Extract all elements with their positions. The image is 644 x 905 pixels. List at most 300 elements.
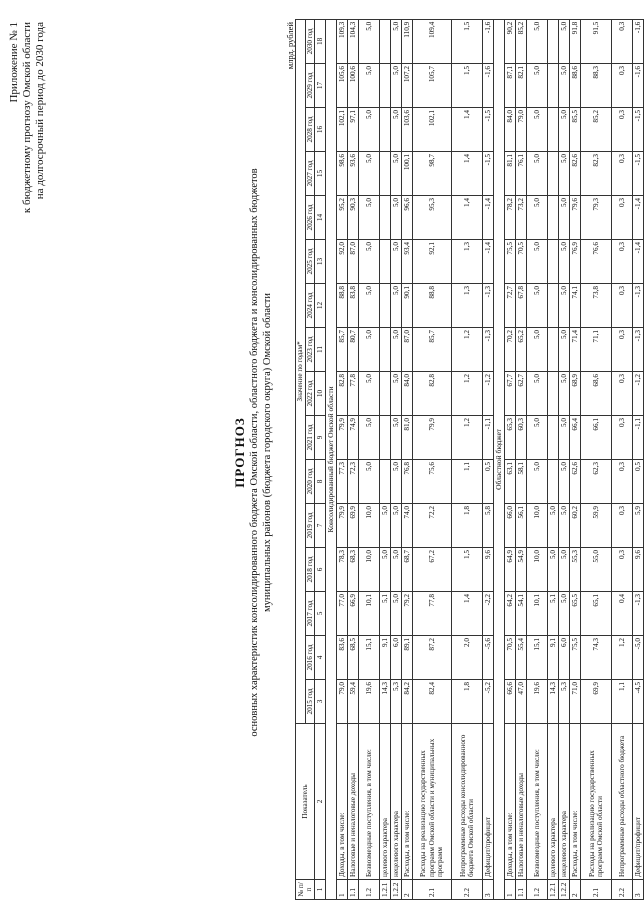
value-cell: 0,3 — [612, 460, 633, 504]
appendix-line-1: Приложение № 1 — [8, 22, 20, 103]
value-cell: 5,0 — [527, 196, 548, 240]
row-number: 2.2 — [612, 880, 633, 900]
header-year: 2029 год — [305, 64, 315, 108]
value-cell: 6,0 — [559, 636, 570, 680]
value-cell: 5,0 — [559, 196, 570, 240]
value-cell: 66,6 — [505, 680, 516, 724]
value-cell: 5,0 — [559, 504, 570, 548]
value-cell: 67,8 — [516, 284, 527, 328]
value-cell: 83,8 — [348, 284, 359, 328]
header-values-by-year: Значение по годам* — [296, 19, 306, 723]
value-cell: 78,3 — [337, 548, 348, 592]
column-number: 2 — [315, 724, 326, 880]
header-year: 2022 год — [305, 372, 315, 416]
value-cell: 79,9 — [413, 416, 452, 460]
value-cell: 5,0 — [559, 19, 570, 63]
header-year: 2026 год — [305, 196, 315, 240]
value-cell: -1,3 — [483, 328, 494, 372]
value-cell: 5,0 — [559, 108, 570, 152]
value-cell: 10,1 — [527, 592, 548, 636]
value-cell: 72,3 — [348, 460, 359, 504]
value-cell: 84,0 — [505, 108, 516, 152]
value-cell: 0,4 — [612, 592, 633, 636]
value-cell: 5,0 — [380, 504, 391, 548]
table-row — [527, 19, 548, 899]
value-cell: 88,8 — [337, 284, 348, 328]
row-number: 2 — [402, 880, 413, 900]
value-cell: 5,0 — [391, 108, 402, 152]
value-cell: 60,3 — [516, 416, 527, 460]
row-number: 1.2.1 — [548, 880, 559, 900]
value-cell: 5,0 — [559, 328, 570, 372]
header-year: 2015 год — [305, 680, 315, 724]
column-number: 10 — [315, 372, 326, 416]
value-cell: 79,2 — [402, 592, 413, 636]
value-cell: 5,0 — [359, 328, 380, 372]
value-cell: -1,4 — [483, 196, 494, 240]
row-number: 1.2 — [527, 880, 548, 900]
value-cell: 5,0 — [391, 416, 402, 460]
value-cell: 105,7 — [413, 64, 452, 108]
value-cell: 5,0 — [391, 284, 402, 328]
value-cell: 66,9 — [348, 592, 359, 636]
value-cell: 79,0 — [516, 108, 527, 152]
header-year: 2019 год — [305, 504, 315, 548]
value-cell: 88,3 — [581, 64, 612, 108]
value-cell: -1,5 — [483, 108, 494, 152]
value-cell: 1,5 — [452, 19, 483, 63]
value-cell: 90,1 — [402, 284, 413, 328]
table-row — [483, 19, 494, 899]
value-cell: 105,6 — [337, 64, 348, 108]
row-indicator: Налоговые и неналоговые доходы — [348, 724, 359, 880]
value-cell: 82,8 — [337, 372, 348, 416]
value-cell — [380, 64, 391, 108]
value-cell: -1,4 — [633, 196, 644, 240]
value-cell: 62,3 — [581, 460, 612, 504]
value-cell: 0,3 — [612, 19, 633, 63]
value-cell: 65,1 — [581, 592, 612, 636]
value-cell: -1,3 — [633, 328, 644, 372]
value-cell: 67,7 — [505, 372, 516, 416]
value-cell: 5,0 — [391, 152, 402, 196]
value-cell: 15,1 — [527, 636, 548, 680]
value-cell: 81,1 — [505, 152, 516, 196]
value-cell: 71,0 — [570, 680, 581, 724]
value-cell: -1,2 — [633, 372, 644, 416]
value-cell: 10,0 — [527, 504, 548, 548]
value-cell: 5,0 — [527, 108, 548, 152]
value-cell: 5,0 — [527, 240, 548, 284]
value-cell: -5,6 — [483, 636, 494, 680]
row-indicator: Расходы, в том числе: — [402, 724, 413, 880]
value-cell: 104,3 — [348, 19, 359, 63]
value-cell: 84,0 — [402, 372, 413, 416]
value-cell: -1,5 — [633, 152, 644, 196]
value-cell: 79,9 — [337, 416, 348, 460]
value-cell: -1,5 — [483, 152, 494, 196]
value-cell: 19,6 — [527, 680, 548, 724]
value-cell: 91,8 — [570, 19, 581, 63]
value-cell: 5,0 — [559, 372, 570, 416]
value-cell — [380, 19, 391, 63]
value-cell: 87,2 — [413, 636, 452, 680]
header-year: 2025 год — [305, 240, 315, 284]
value-cell: 1,5 — [452, 548, 483, 592]
units-label: млрд. рублей — [285, 22, 295, 70]
row-indicator: Безвозмездные поступления, в том числе: — [527, 724, 548, 880]
value-cell: 70,2 — [505, 328, 516, 372]
value-cell — [548, 19, 559, 63]
forecast-table — [295, 19, 644, 900]
value-cell: 9,1 — [380, 636, 391, 680]
value-cell: 107,2 — [402, 64, 413, 108]
value-cell: 62,6 — [570, 460, 581, 504]
value-cell: 5,0 — [359, 460, 380, 504]
row-indicator: нецелевого характера — [391, 724, 402, 880]
header-year: 2024 год — [305, 284, 315, 328]
value-cell: 79,3 — [581, 196, 612, 240]
value-cell: 82,4 — [413, 680, 452, 724]
value-cell: 1,8 — [452, 504, 483, 548]
value-cell: 89,1 — [402, 636, 413, 680]
value-cell: -4,5 — [633, 680, 644, 724]
row-number: 1.2.2 — [559, 880, 570, 900]
value-cell: 92,1 — [413, 240, 452, 284]
value-cell: 5,0 — [527, 372, 548, 416]
value-cell: 5,0 — [527, 416, 548, 460]
header-indicator: Показатель — [296, 724, 315, 880]
row-number: 1 — [505, 880, 516, 900]
value-cell: 0,5 — [633, 460, 644, 504]
value-cell: -1,1 — [633, 416, 644, 460]
value-cell: 5,0 — [527, 64, 548, 108]
value-cell: 5,0 — [391, 548, 402, 592]
value-cell: 5,3 — [559, 680, 570, 724]
header-year: 2020 год — [305, 460, 315, 504]
row-number: 1.2 — [359, 880, 380, 900]
value-cell: 68,5 — [348, 636, 359, 680]
value-cell: 2,0 — [452, 636, 483, 680]
value-cell: 5,0 — [559, 548, 570, 592]
column-number: 8 — [315, 460, 326, 504]
table-row — [359, 19, 380, 899]
value-cell: 71,1 — [581, 328, 612, 372]
value-cell: 9,1 — [548, 636, 559, 680]
row-number: 1.2.2 — [391, 880, 402, 900]
table-row — [452, 19, 483, 899]
row-indicator: Доходы, в том числе: — [337, 724, 348, 880]
table-row — [559, 19, 570, 899]
value-cell: 85,5 — [570, 108, 581, 152]
value-cell: 66,1 — [581, 416, 612, 460]
value-cell: 67,2 — [413, 548, 452, 592]
column-number: 1 — [315, 880, 326, 900]
value-cell: 5,0 — [391, 592, 402, 636]
table-row — [413, 19, 452, 899]
value-cell — [380, 328, 391, 372]
column-number: 7 — [315, 504, 326, 548]
value-cell: 110,9 — [402, 19, 413, 63]
value-cell: 55,4 — [516, 636, 527, 680]
value-cell: -1,4 — [483, 240, 494, 284]
value-cell — [380, 460, 391, 504]
value-cell: 69,9 — [581, 680, 612, 724]
value-cell: 65,3 — [505, 416, 516, 460]
value-cell — [548, 284, 559, 328]
value-cell: 74,9 — [348, 416, 359, 460]
value-cell: 5,0 — [359, 240, 380, 284]
value-cell: 0,3 — [612, 504, 633, 548]
table-row — [548, 19, 559, 899]
value-cell: 0,3 — [612, 372, 633, 416]
value-cell: -1,2 — [483, 372, 494, 416]
value-cell: 73,8 — [581, 284, 612, 328]
value-cell: 100,1 — [402, 152, 413, 196]
value-cell: 5,0 — [559, 152, 570, 196]
value-cell: 5,0 — [391, 64, 402, 108]
value-cell: 85,2 — [516, 19, 527, 63]
value-cell — [380, 152, 391, 196]
value-cell: 66,0 — [505, 504, 516, 548]
value-cell — [380, 196, 391, 240]
value-cell: 5,0 — [391, 328, 402, 372]
column-number: 17 — [315, 64, 326, 108]
value-cell: 1,3 — [452, 240, 483, 284]
column-number: 16 — [315, 108, 326, 152]
value-cell: 1,5 — [452, 64, 483, 108]
value-cell: 95,2 — [337, 196, 348, 240]
value-cell: 72,7 — [505, 284, 516, 328]
value-cell: 5,0 — [527, 19, 548, 63]
value-cell: 65,2 — [516, 328, 527, 372]
value-cell: 14,3 — [548, 680, 559, 724]
value-cell: 60,2 — [570, 504, 581, 548]
value-cell: -1,6 — [633, 19, 644, 63]
value-cell: 5,0 — [391, 19, 402, 63]
column-number: 15 — [315, 152, 326, 196]
value-cell: 74,1 — [570, 284, 581, 328]
value-cell: 85,7 — [337, 328, 348, 372]
value-cell: -5,0 — [633, 636, 644, 680]
value-cell: 79,6 — [570, 196, 581, 240]
column-number: 4 — [315, 636, 326, 680]
value-cell: 5,0 — [391, 504, 402, 548]
value-cell: 93,6 — [348, 152, 359, 196]
value-cell: 10,0 — [359, 504, 380, 548]
value-cell: 5,9 — [633, 504, 644, 548]
value-cell: 70,5 — [505, 636, 516, 680]
value-cell: 5,0 — [359, 196, 380, 240]
value-cell: 5,0 — [527, 460, 548, 504]
value-cell: 73,2 — [516, 196, 527, 240]
value-cell: -1,6 — [633, 64, 644, 108]
column-number: 5 — [315, 592, 326, 636]
value-cell: 19,6 — [359, 680, 380, 724]
section-title: Консолидированный бюджет Омской области — [326, 19, 337, 899]
header-row-top — [296, 19, 306, 899]
value-cell: 0,3 — [612, 152, 633, 196]
value-cell: 77,8 — [348, 372, 359, 416]
row-number: 2 — [570, 880, 581, 900]
value-cell — [548, 108, 559, 152]
value-cell: 1,4 — [452, 196, 483, 240]
value-cell: 1,1 — [452, 460, 483, 504]
value-cell — [548, 460, 559, 504]
value-cell: 75,5 — [570, 636, 581, 680]
value-cell: 1,4 — [452, 108, 483, 152]
value-cell: 0,3 — [612, 548, 633, 592]
value-cell: 76,8 — [402, 460, 413, 504]
value-cell: 1,2 — [612, 636, 633, 680]
value-cell: 15,1 — [359, 636, 380, 680]
value-cell: 72,2 — [413, 504, 452, 548]
value-cell: 66,4 — [570, 416, 581, 460]
row-indicator: Дефицит/профицит — [633, 724, 644, 880]
value-cell: 75,5 — [505, 240, 516, 284]
value-cell: 68,7 — [402, 548, 413, 592]
row-indicator: целевого характера — [548, 724, 559, 880]
value-cell: 10,0 — [359, 548, 380, 592]
table-row — [348, 19, 359, 899]
value-cell: 5,0 — [527, 152, 548, 196]
row-indicator: Налоговые и неналоговые доходы — [516, 724, 527, 880]
value-cell: 85,7 — [413, 328, 452, 372]
value-cell: 77,3 — [337, 460, 348, 504]
value-cell: 1,2 — [452, 328, 483, 372]
value-cell: 5,0 — [391, 196, 402, 240]
value-cell: 5,0 — [559, 284, 570, 328]
row-indicator: Непрограммные расходы консолидированного бюджета Омской области — [452, 724, 483, 880]
header-year: 2023 год — [305, 328, 315, 372]
value-cell: 92,0 — [337, 240, 348, 284]
value-cell: 0,5 — [483, 460, 494, 504]
value-cell: 1,4 — [452, 152, 483, 196]
table-body — [326, 19, 644, 899]
value-cell: 87,1 — [505, 64, 516, 108]
value-cell: 64,2 — [505, 592, 516, 636]
value-cell: 102,1 — [337, 108, 348, 152]
value-cell — [548, 196, 559, 240]
value-cell: 76,6 — [581, 240, 612, 284]
row-number: 1 — [337, 880, 348, 900]
value-cell: 0,3 — [612, 284, 633, 328]
value-cell: 95,3 — [413, 196, 452, 240]
row-indicator: Расходы на реализацию государственных программ Омской области — [581, 724, 612, 880]
value-cell — [548, 240, 559, 284]
row-number: 2.1 — [413, 880, 452, 900]
value-cell — [380, 240, 391, 284]
value-cell: 55,0 — [581, 548, 612, 592]
column-number: 14 — [315, 196, 326, 240]
appendix-line-3: на долгосрочный период до 2030 года — [34, 22, 46, 200]
header-year: 2028 год — [305, 108, 315, 152]
value-cell: 82,8 — [413, 372, 452, 416]
value-cell: 65,5 — [570, 592, 581, 636]
value-cell: 68,9 — [570, 372, 581, 416]
table-row — [505, 19, 516, 899]
value-cell: 5,0 — [359, 416, 380, 460]
value-cell: 97,1 — [348, 108, 359, 152]
value-cell: 0,3 — [612, 328, 633, 372]
value-cell: 109,3 — [337, 19, 348, 63]
value-cell — [380, 284, 391, 328]
table-row — [612, 19, 633, 899]
value-cell: 0,3 — [612, 240, 633, 284]
table-row — [581, 19, 612, 899]
value-cell: 77,8 — [413, 592, 452, 636]
value-cell: 85,2 — [581, 108, 612, 152]
value-cell: 80,7 — [348, 328, 359, 372]
row-indicator: Расходы, в том числе: — [570, 724, 581, 880]
value-cell: 83,6 — [337, 636, 348, 680]
value-cell: 5,0 — [559, 460, 570, 504]
value-cell: 62,7 — [516, 372, 527, 416]
value-cell: 54,9 — [516, 548, 527, 592]
value-cell: 1,3 — [452, 284, 483, 328]
value-cell — [548, 64, 559, 108]
value-cell: 109,4 — [413, 19, 452, 63]
value-cell — [548, 152, 559, 196]
value-cell: 5,0 — [359, 64, 380, 108]
value-cell: 10,0 — [527, 548, 548, 592]
document-heading: ПРОГНОЗ — [232, 417, 247, 488]
value-cell: 71,4 — [570, 328, 581, 372]
value-cell: 93,4 — [402, 240, 413, 284]
value-cell: 5,0 — [359, 152, 380, 196]
value-cell: 91,5 — [581, 19, 612, 63]
column-number: 11 — [315, 328, 326, 372]
appendix-note — [8, 22, 47, 213]
row-indicator: Дефицит/профицит — [483, 724, 494, 880]
row-indicator: Расходы на реализацию государственных программ Омской области и муниципальных программ — [413, 724, 452, 880]
value-cell: 69,9 — [348, 504, 359, 548]
header-year: 2021 год — [305, 416, 315, 460]
value-cell — [548, 416, 559, 460]
value-cell: 87,0 — [348, 240, 359, 284]
value-cell: 5,0 — [527, 328, 548, 372]
table-row — [633, 19, 644, 899]
value-cell: 78,2 — [505, 196, 516, 240]
value-cell: 5,0 — [559, 416, 570, 460]
value-cell: 90,2 — [505, 19, 516, 63]
value-cell: 5,0 — [359, 372, 380, 416]
row-number: 1.1 — [516, 880, 527, 900]
value-cell: 1,8 — [452, 680, 483, 724]
value-cell: 47,0 — [516, 680, 527, 724]
value-cell: -1,3 — [633, 592, 644, 636]
value-cell: -1,5 — [633, 108, 644, 152]
row-indicator: нецелевого характера — [559, 724, 570, 880]
value-cell: 5,0 — [548, 548, 559, 592]
value-cell: 5,0 — [391, 240, 402, 284]
row-number: 1.2.1 — [380, 880, 391, 900]
value-cell: 77,0 — [337, 592, 348, 636]
value-cell: 5,0 — [559, 592, 570, 636]
value-cell — [380, 108, 391, 152]
value-cell: 5,0 — [548, 504, 559, 548]
value-cell: 68,3 — [348, 548, 359, 592]
row-indicator: Доходы, в том числе: — [505, 724, 516, 880]
value-cell — [380, 372, 391, 416]
value-cell: 88,6 — [570, 64, 581, 108]
row-indicator: Безвозмездные поступления, в том числе: — [359, 724, 380, 880]
value-cell: -1,3 — [633, 284, 644, 328]
table-row — [337, 19, 348, 899]
row-indicator: целевого характера — [380, 724, 391, 880]
value-cell: 0,3 — [612, 416, 633, 460]
value-cell: 64,9 — [505, 548, 516, 592]
